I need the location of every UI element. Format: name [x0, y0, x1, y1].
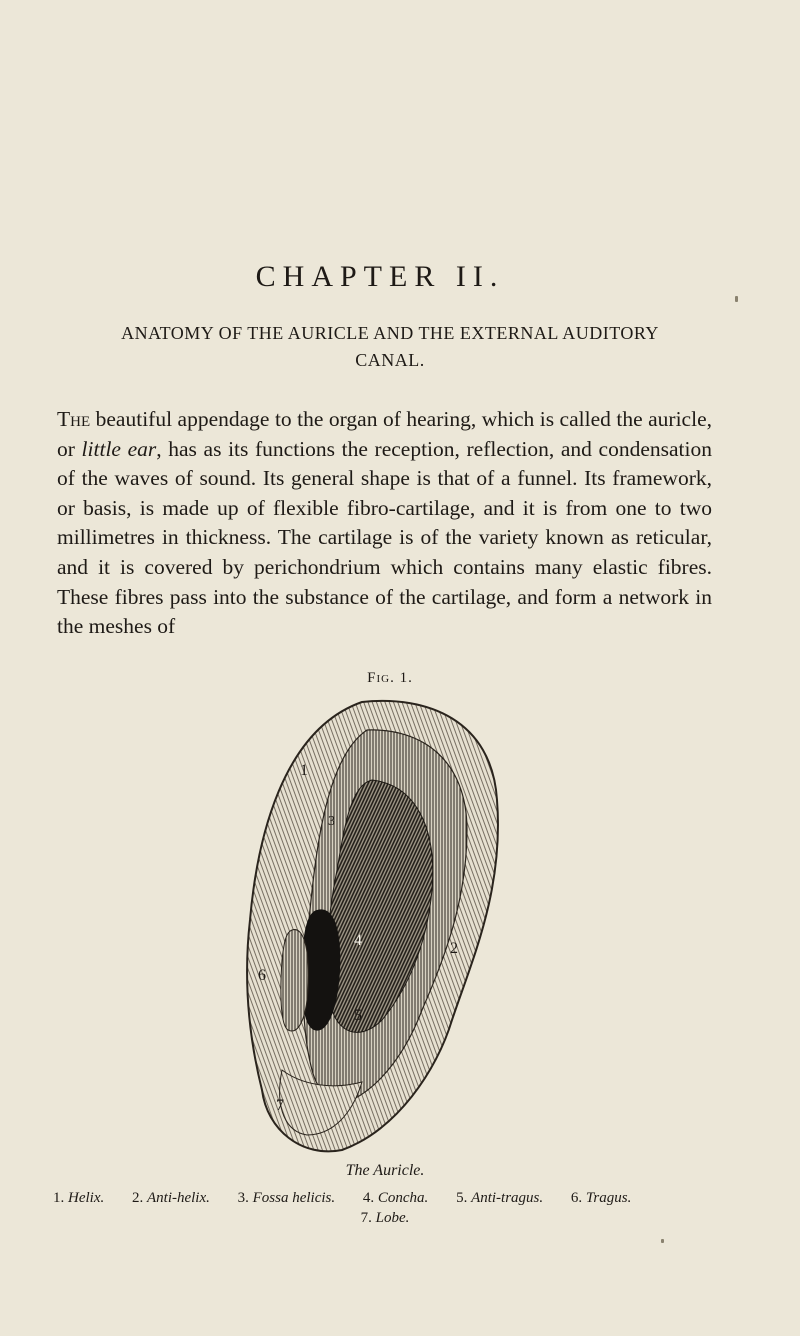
page-speck: [661, 1239, 664, 1243]
tragus-shape: [281, 930, 308, 1031]
figure-marker-6: 6: [258, 967, 266, 984]
page-speck: [735, 296, 738, 302]
section-title: ANATOMY OF THE AURICLE AND THE EXTERNAL AUDITORY CANAL.: [121, 323, 659, 370]
legend-item-fossa-helicis: 3. Fossa helicis.: [237, 1190, 336, 1206]
chapter-heading: CHAPTER II.: [255, 260, 505, 293]
legend-item-lobe: 7. Lobe.: [360, 1210, 410, 1226]
paragraph-text-1: beautiful appendage to the organ of hearing, which is called the auricle, or: [57, 407, 712, 461]
figure-label: Fig. 1.: [367, 670, 413, 686]
figure-marker-2: 2: [450, 940, 458, 957]
figure-marker-7: 7: [276, 1097, 284, 1114]
figure-marker-3: 3: [328, 814, 335, 829]
paragraph-emphasis: little ear: [81, 436, 157, 461]
paragraph-text-2: , has as its functions the reception, reflection, and condensation of the waves of sound. Its general shape is that of a funnel. Its framework, or basis, is made up of flexible fibro-cartilage, and it is from one to two millimetres in thickness. The cartilage is of the variety known as reticular, and it is covered by perichondrium which contains many elastic fibres. These fibres pass into the substance of the cartilage, and form a network in the meshes of: [57, 436, 712, 639]
legend-item-concha: 4. Concha.: [362, 1190, 429, 1206]
legend-item-tragus: 6. Tragus.: [570, 1190, 632, 1206]
legend-item-helix: 1. Helix.: [53, 1190, 105, 1206]
figure-caption: The Auricle.: [345, 1162, 425, 1179]
figure-legend: [53, 1190, 753, 1207]
auricle-illustration: [222, 690, 522, 1160]
body-paragraph: [57, 405, 712, 642]
legend-item-anti-tragus: 5. Anti-tragus.: [456, 1190, 544, 1206]
figure-marker-5: 5: [354, 1007, 362, 1024]
figure-legend-row-2: [0, 1210, 770, 1227]
figure-marker-1: 1: [300, 762, 308, 779]
figure-marker-4: 4: [354, 932, 362, 949]
legend-item-anti-helix: 2. Anti-helix.: [131, 1190, 210, 1206]
paragraph-lead-word: The: [57, 407, 91, 431]
